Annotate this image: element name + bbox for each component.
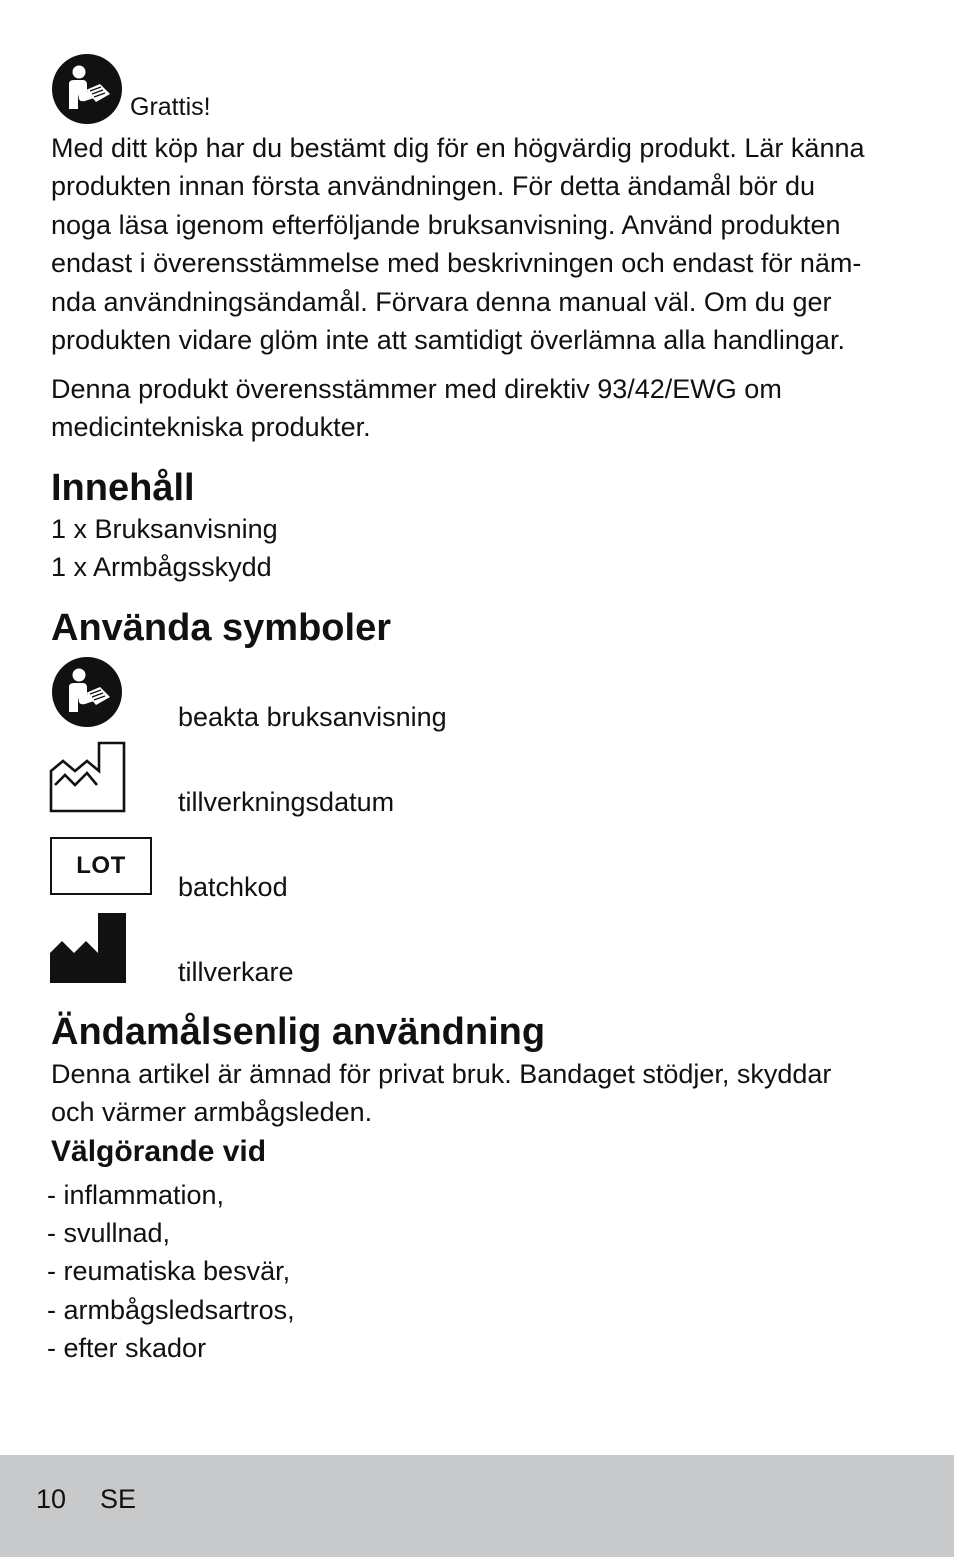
list-item: - armbågsledsartros, [47,1294,295,1325]
symbol-label-manufacture-date: tillverkningsdatum [178,787,395,817]
intro-line: nda användningsändamål. Förvara denna manual väl. Om du ger [51,287,832,317]
intended-use-line: och värmer armbågsleden. [51,1097,373,1127]
beneficial-heading: Välgörande vid [51,1135,267,1168]
directive-line: medicintekniska produkter. [51,412,371,442]
greeting: Grattis! [130,93,211,121]
read-manual-icon [52,657,122,727]
lot-code: LOT [76,852,126,879]
beneficial-list [47,1176,295,1367]
list-item: - reumatiska besvär, [47,1256,291,1287]
list-item: - inflammation, [47,1180,225,1210]
symbols-heading: Använda symboler [51,607,391,649]
page-footer [0,1455,954,1557]
read-manual-icon [52,54,122,124]
contents-item: 1 x Bruksanvisning [51,514,278,544]
contents-item: 1 x Armbågsskydd [51,552,272,582]
lot-icon [50,837,152,895]
language-code: SE [100,1484,137,1514]
symbol-label-read-manual: beakta bruksanvisning [178,702,447,732]
intro-line: Med ditt köp har du bestämt dig för en högvärdig produkt. Lär känna [51,133,865,163]
manufacture-date-icon [49,741,127,813]
directive-line: Denna produkt överensstämmer med direktiv 93/42/EWG om [51,374,782,404]
page-number: 10 [36,1484,67,1514]
manufacturer-icon [50,911,127,983]
intro-line: produkten vidare glöm inte att samtidigt överlämna alla handlingar. [51,325,845,355]
intended-use-heading: Ändamålsenlig användning [51,1011,546,1053]
symbol-label-manufacturer: tillverkare [178,957,294,987]
contents-heading: Innehåll [51,467,195,509]
intro-line: endast i överensstämmelse med beskrivningen och endast för näm- [51,248,862,278]
intro-line: noga läsa igenom efterföljande bruksanvisning. Använd produkten [51,210,841,240]
list-item: - svullnad, [47,1218,171,1249]
symbol-label-lot: batchkod [178,872,288,902]
intended-use-line: Denna artikel är ämnad för privat bruk. Bandaget stödjer, skyddar [51,1059,832,1089]
intro-line: produkten innan första användningen. För detta ändamål bör du [51,171,816,201]
list-item: - efter skador [47,1332,207,1363]
